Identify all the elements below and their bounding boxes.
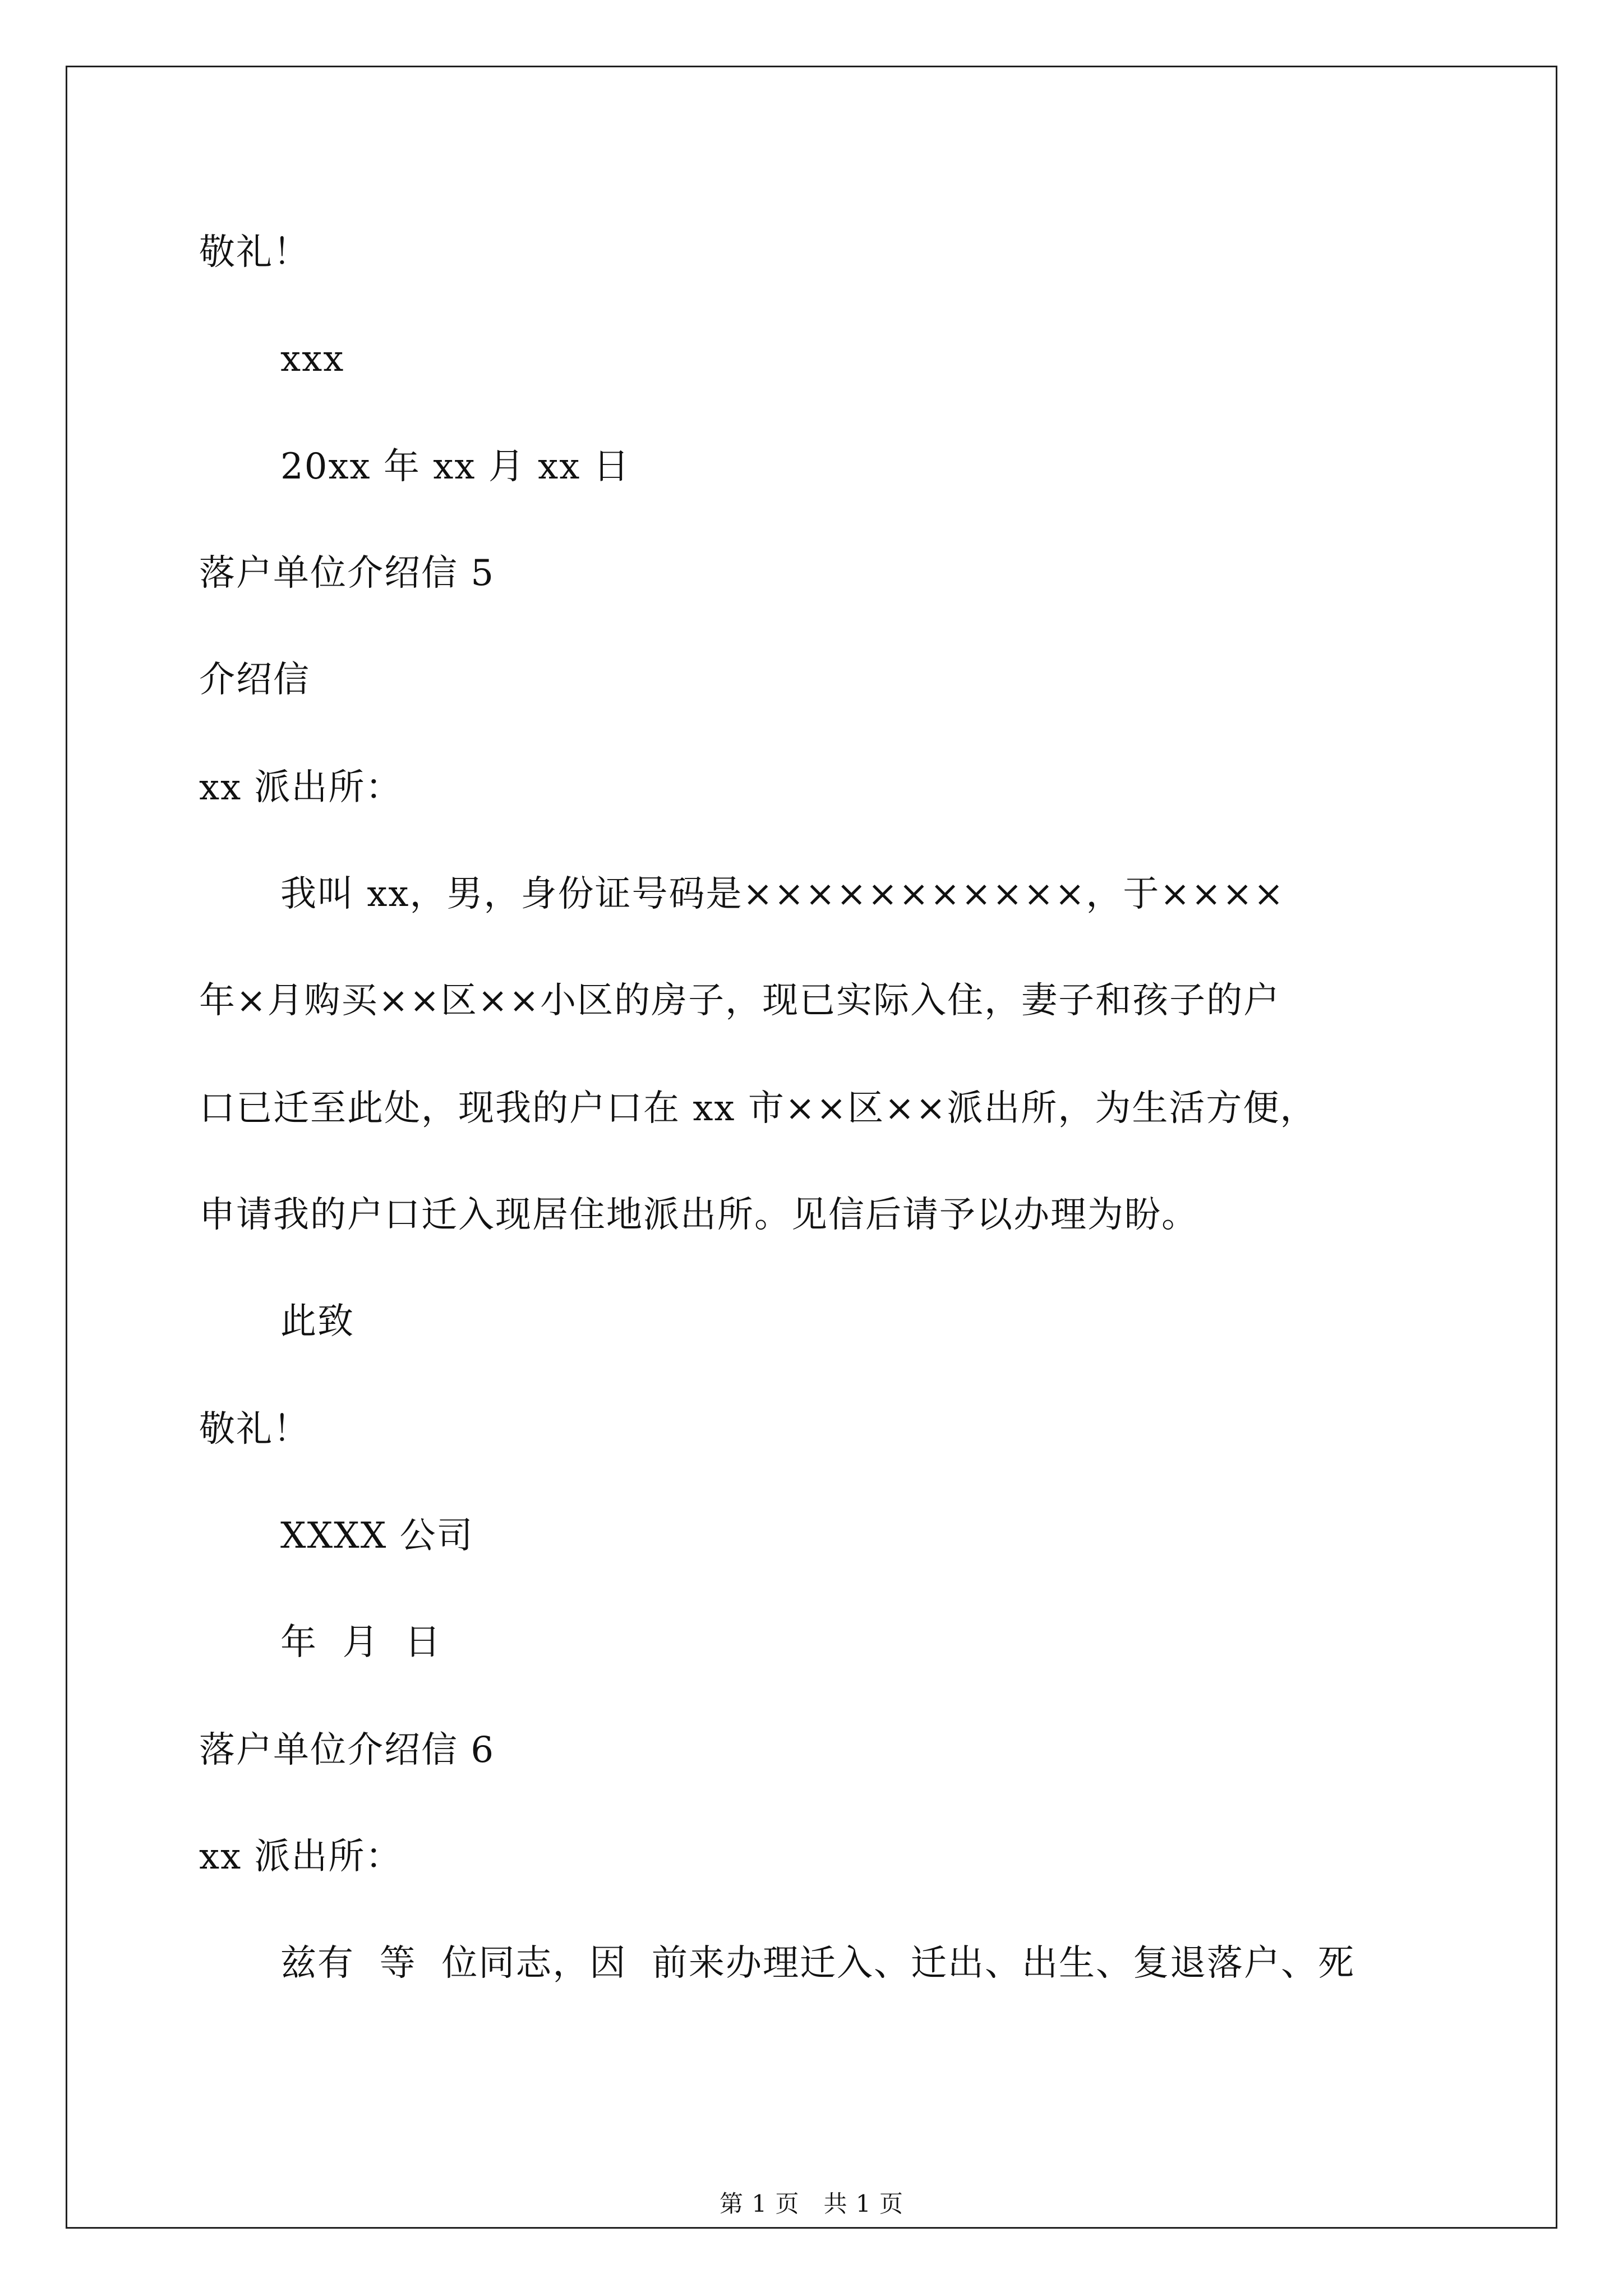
section-heading: 落户单位介绍信 5 bbox=[199, 553, 495, 594]
body-text-line: 申请我的户口迁入现居住地派出所。见信后请予以办理为盼。 bbox=[199, 1194, 1198, 1236]
page-border bbox=[66, 66, 1557, 2229]
page-footer: 第 1 页 共 1 页 bbox=[720, 2190, 903, 2217]
body-text-line: 年×月购买××区××小区的房子，现已实际入住，妻子和孩子的户 bbox=[199, 980, 1281, 1022]
salutation-line: 敬礼！ bbox=[199, 1409, 310, 1450]
signature-date: 20xx 年 xx 月 xx 日 bbox=[280, 446, 630, 487]
closing-line: 此致 bbox=[280, 1301, 354, 1342]
salutation-line: 敬礼！ bbox=[199, 232, 310, 273]
body-text-line: 口已迁至此处，现我的户口在 xx 市××区××派出所，为生活方便， bbox=[199, 1088, 1317, 1129]
letter-title: 介绍信 bbox=[199, 659, 310, 701]
body-text-line: 我叫 xx，男，身份证号码是×××××××××××，于×××× bbox=[280, 873, 1285, 915]
signature-name: xxx bbox=[280, 338, 345, 380]
addressee: xx 派出所： bbox=[199, 767, 403, 808]
signature-date: 年 月 日 bbox=[280, 1622, 442, 1663]
body-text-line: 兹有 等 位同志，因 前来办理迁入、迁出、出生、复退落户、死 bbox=[280, 1943, 1355, 1984]
signature-company: XXXX 公司 bbox=[280, 1515, 474, 1557]
addressee: xx 派出所： bbox=[199, 1836, 403, 1878]
section-heading: 落户单位介绍信 6 bbox=[199, 1729, 495, 1771]
